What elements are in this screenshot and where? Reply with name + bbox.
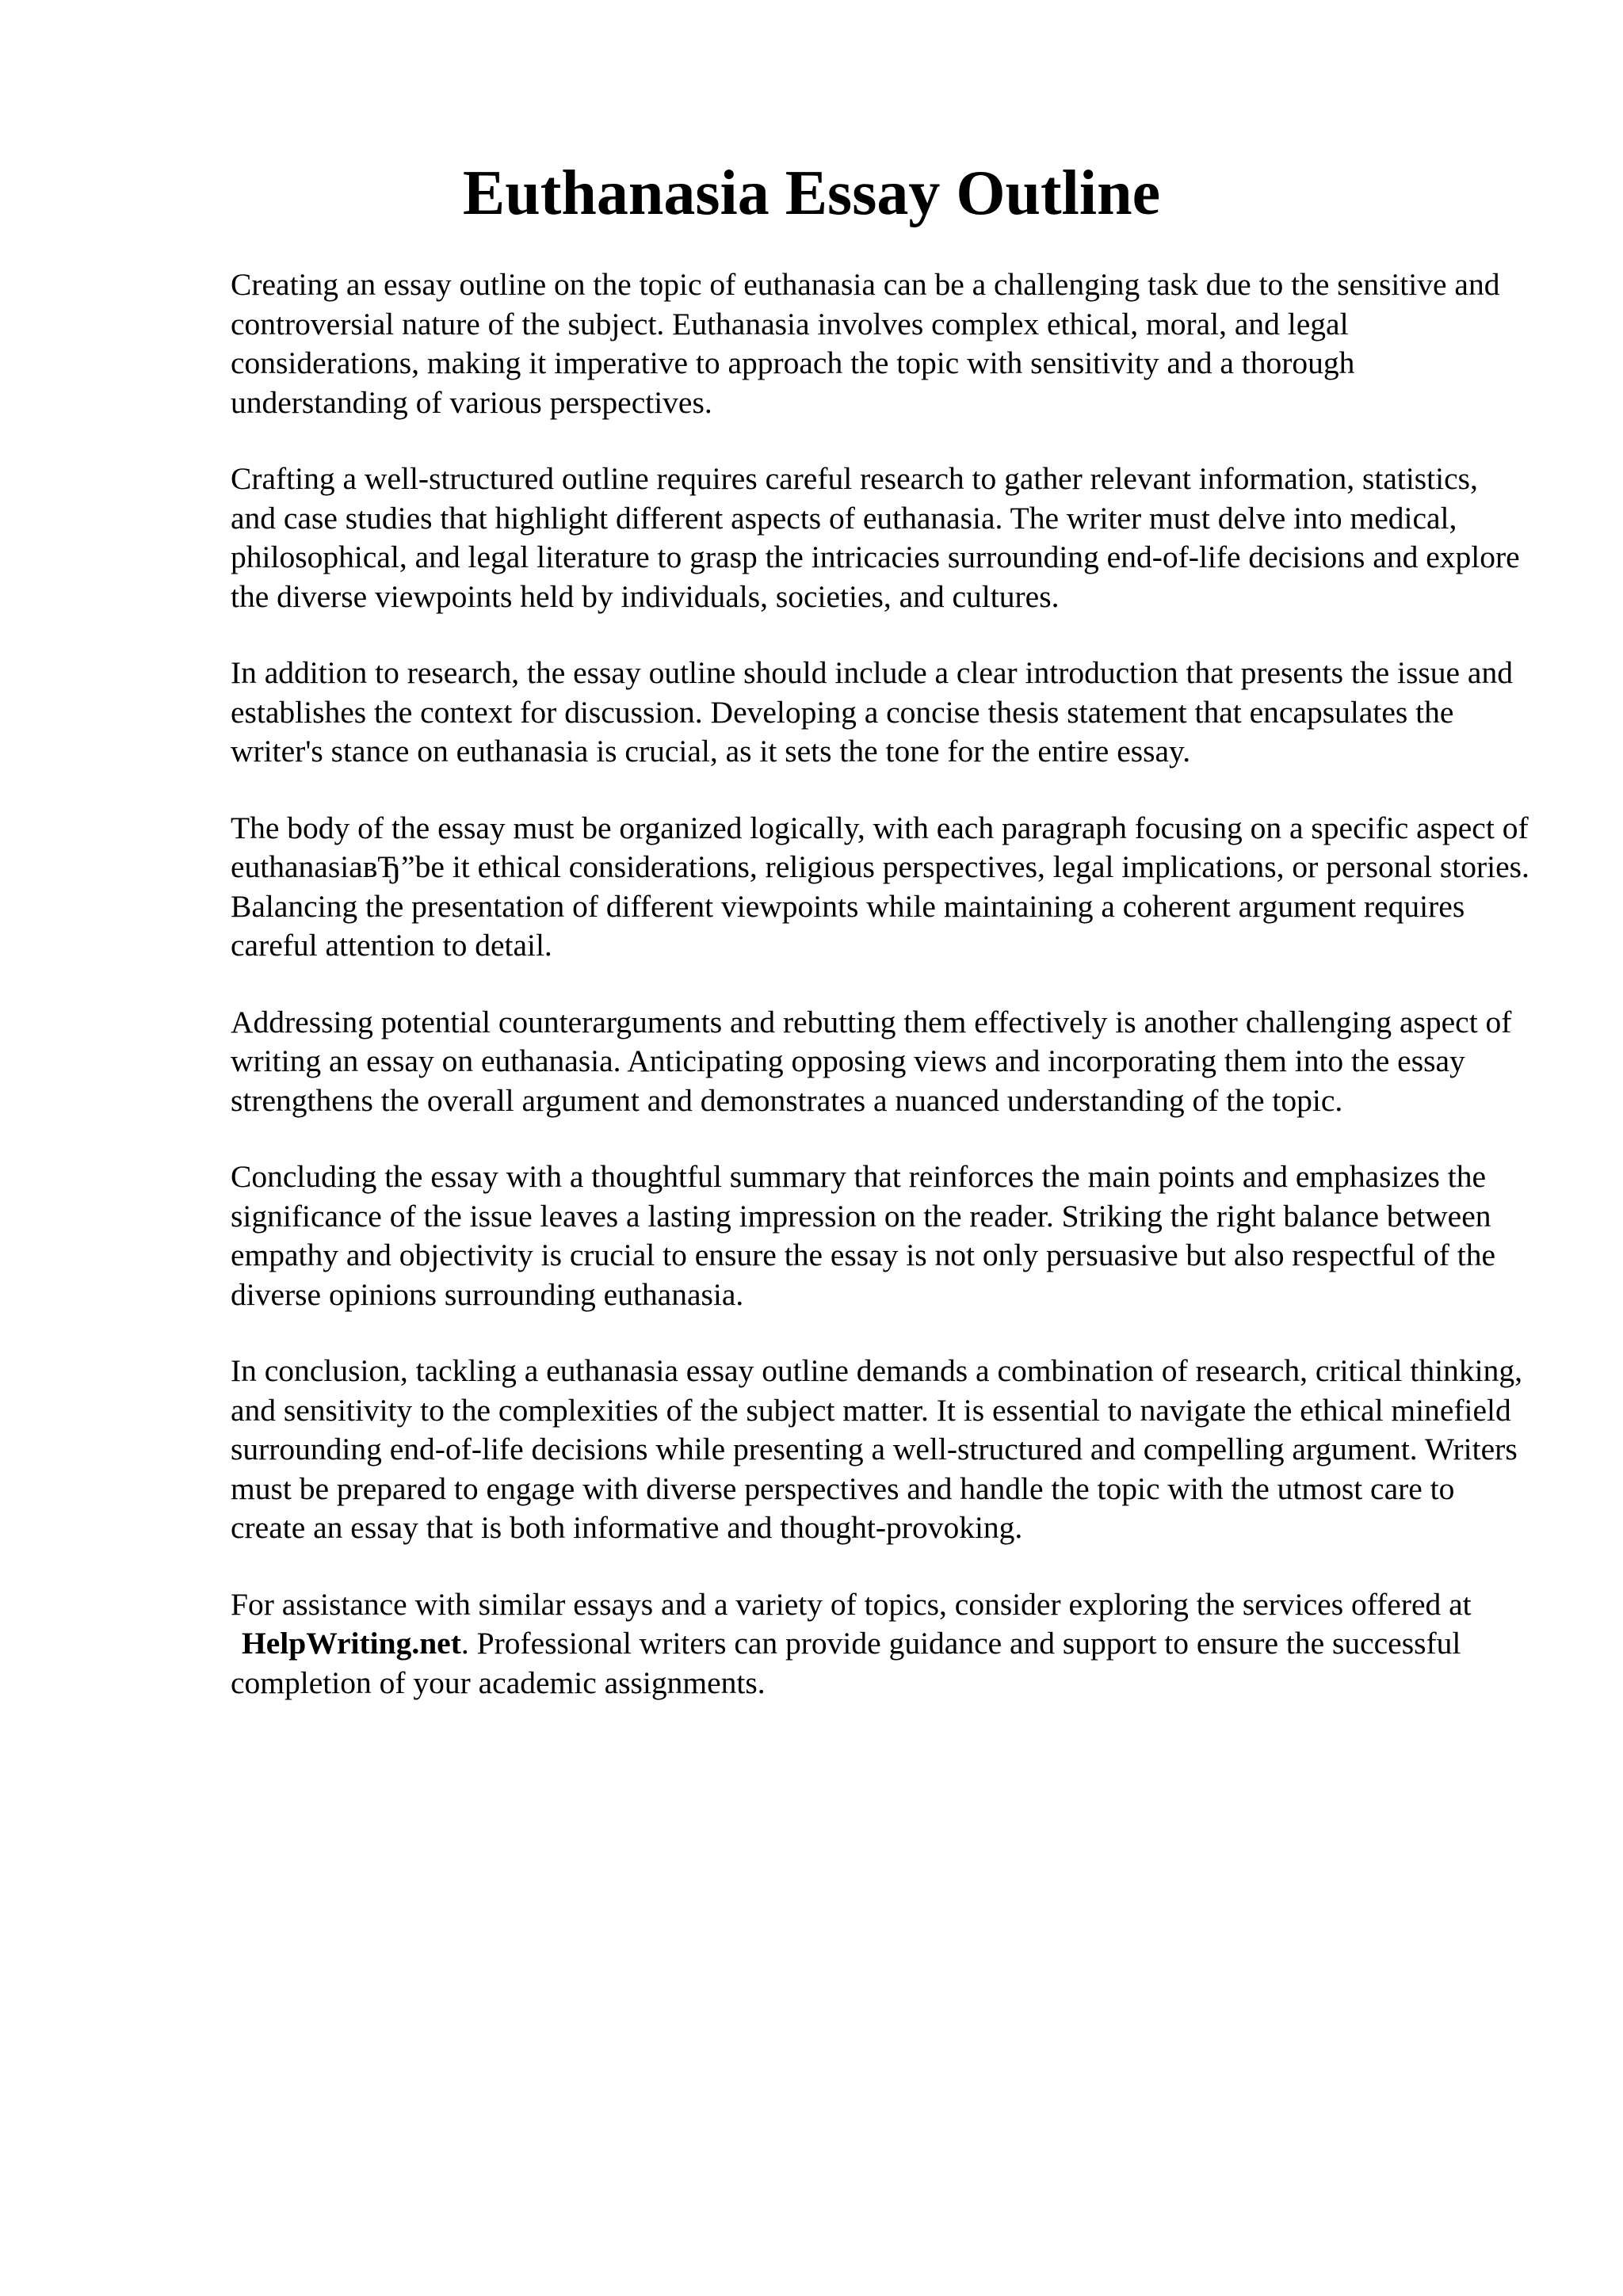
- paragraph-6: Concluding the essay with a thoughtful summary that reinforces the main points and emphasizes the significance of the issue leaves a lasting impression on the reader. Striking the right balance between empathy and objectivity is crucial to ensure the essay is not only persuasive but also respectful of the diverse opinions surrounding euthanasia.: [231, 1159, 1496, 1312]
- paragraph-1: Creating an essay outline on the topic of euthanasia can be a challenging task due to the sensitive and controversial nature of the subject. Euthanasia involves complex ethical, moral, and legal considerations, making it imperative to approach the topic with sensitivity and a thorough understanding of various perspectives.: [231, 267, 1500, 420]
- closing-paragraph: [231, 1585, 1530, 1703]
- helpwriting-link[interactable]: HelpWriting.net: [242, 1626, 461, 1661]
- paragraph-3: In addition to research, the essay outline should include a clear introduction that presents the issue and establishes the context for discussion. Developing a concise thesis statement that encapsulates the writer's stance on euthanasia is crucial, as it sets the tone for the entire essay.: [231, 655, 1513, 769]
- paragraph-5: Addressing potential counterarguments and rebutting them effectively is another challenging aspect of writing an essay on euthanasia. Anticipating opposing views and incorporating them into the essay strengthens the overall argument and demonstrates a nuanced understanding of the topic.: [231, 1004, 1512, 1118]
- paragraph-7: In conclusion, tackling a euthanasia essay outline demands a combination of research, critical thinking, and sensitivity to the complexities of the subject matter. It is essential to navigate the ethical minefield surrounding end-of-life decisions while presenting a well-structured and compelling argument. Writers must be prepared to engage with diverse perspectives and handle the topic with the utmost care to create an essay that is both informative and thought-provoking.: [231, 1353, 1522, 1545]
- paragraph-2: Crafting a well-structured outline requires careful research to gather relevant information, statistics, and case studies that highlight different aspects of euthanasia. The writer must delve into medical, philosophical, and legal literature to grasp the intricacies surrounding end-of-life decisions and explore the diverse viewpoints held by individuals, societies, and cultures.: [231, 461, 1520, 614]
- paragraph-4: The body of the essay must be organized logically, with each paragraph focusing on a specific aspect of euthanasiaвЂ”be it ethical considerations, religious perspectives, legal implications, or personal stories. Balancing the presentation of different viewpoints while maintaining a coherent argument requires careful attention to detail.: [231, 810, 1529, 963]
- page-title: Euthanasia Essay Outline: [462, 158, 1161, 228]
- closing-text-after-link: . Professional writers can provide guidance and support to ensure the successful completion of your academic assignments.: [231, 1626, 1461, 1700]
- closing-text-before-link: For assistance with similar essays and a variety of topics, consider exploring the services offered at: [231, 1586, 1472, 1622]
- document-body: [231, 265, 1530, 1740]
